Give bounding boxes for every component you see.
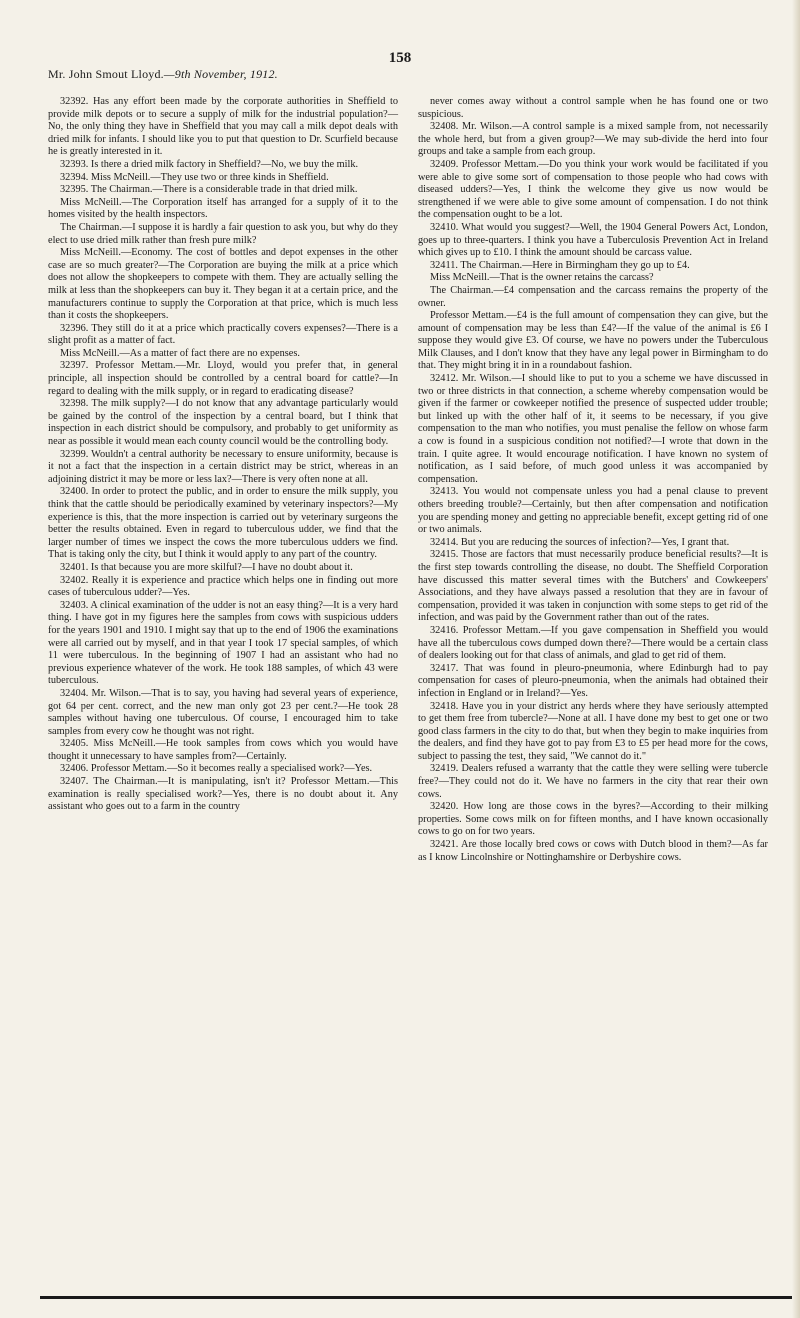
testimony-paragraph: 32399. Wouldn't a central authority be necessary to ensure uniformity, because is it not a fact that the inspection in a certain district may be strict, whereas in an adjoining district it may be more or less lax?—There is very often none at all.: [48, 448, 398, 485]
testimony-paragraph: 32400. In order to protect the public, and in order to ensure the milk supply, you think that the cattle should be periodically examined by veterinary inspectors?—My experience is this, that the more inspection is carried out by veterinary surgeons the better the results obtained. Even in regard to tuberculous udder, we find that the larger number of times we inspect the cows the more tuberculous udders we find. That is taking only the city, but I think it would apply to any part of the country.: [48, 486, 398, 561]
testimony-paragraph: 32411. The Chairman.—Here in Birmingham they go up to £4.: [430, 259, 690, 271]
testimony-paragraph: 32407. The Chairman.—It is manipulating, isn't it? Professor Mettam.—This examination is really specialised work?—Yes, there is no doubt about it. Any assistant who goes out to a farm in the country: [48, 776, 398, 813]
testimony-paragraph: Miss McNeill.—That is the owner retains the carcass?: [430, 272, 654, 284]
testimony-paragraph: 32396. They still do it at a price which practically covers expenses?—There is a slight profit as a matter of fact.: [48, 322, 398, 347]
testimony-paragraph: 32414. But you are reducing the sources of infection?—Yes, I grant that.: [430, 536, 730, 548]
testimony-paragraph: Miss McNeill.—As a matter of fact there are no expenses.: [60, 347, 300, 359]
testimony-paragraph: 32392. Has any effort been made by the corporate authorities in Sheffield to provide milk depots or to secure a supply of milk for the industrial population?—No, the only thing they have in Sheffield that you may call a milk depot deals with dried milk for infants. I should like you to put that question to Dr. Scurfield because he is greatly interested in it.: [48, 96, 398, 158]
testimony-paragraph: Miss McNeill.—The Corporation itself has arranged for a supply of it to the homes visited by the health inspectors.: [48, 196, 398, 221]
testimony-paragraph: 32410. What would you suggest?—Well, the 1904 General Powers Act, London, goes up to three-quarters. I think you have a Tuberculosis Prevention Act in Ireland which gives up to £10. I think the amount should be carcass value.: [418, 221, 768, 259]
right-column: [418, 96, 768, 864]
testimony-paragraph: Professor Mettam.—£4 is the full amount of compensation they can give, but the amount of compensation may be less than £4?—If the value of the animal is £6 I suppose they would give £3. Of course, we have no powers under the Tuberculous Milk Clauses, and I don't know that they have any legal power in Birmingham to do that. They might bring it in in a roundabout fashion.: [418, 310, 768, 372]
testimony-paragraph: 32421. Are those locally bred cows or cows with Dutch blood in them?—As far as I know Lincolnshire or Nottinghamshire or Derbyshire cows.: [418, 839, 768, 863]
testimony-paragraph: 32398. The milk supply?—I do not know that any advantage particularly would be gained by the control of the inspection by a central board, but I think that inspection in each district should be compulsory, and probably to get uniformity as near as possible it would mean each county council would be the controlling body.: [48, 398, 398, 448]
testimony-paragraph: 32416. Professor Mettam.—If you gave compensation in Sheffield you would have all the tuberculous cows dumped down there?—There would be a certain class of dealers looking out for that class of animals, and glad to get rid of them.: [418, 624, 768, 662]
page-number: 158: [388, 50, 412, 66]
testimony-paragraph: 32408. Mr. Wilson.—A control sample is a mixed sample from, not necessarily the whole herd, but from a given group?—We may sub-divide the herd into four groups and take a sample from each group.: [418, 121, 768, 158]
testimony-paragraph: The Chairman.—I suppose it is hardly a fair question to ask you, but why do they elect to use dried milk rather than fresh pure milk?: [48, 221, 398, 246]
testimony-paragraph: 32403. A clinical examination of the udder is not an easy thing?—It is a very hard thing. I have got in my figures here the samples from cows with suspicious udders for the years 1901 and 1910. I might say that up to the end of 1906 the examinations were all carried out by myself, and in that year I took 17 special samples, of which 11 were tuberculous. In the beginning of 1907 I had an assistant who had no previous experience whatever of the work. He took 188 samples, of which 43 were tuberculous.: [48, 599, 398, 687]
bottom-rule: [40, 1296, 800, 1299]
session-date: —9th November, 1912.: [163, 67, 278, 81]
testimony-paragraph: 32417. That was found in pleuro-pneumonia, where Edinburgh had to pay compensation for cases of pleuro-pneumonia, when the animals had obtained their infection in England or in Ireland?—Yes.: [418, 662, 768, 699]
testimony-paragraph: 32412. Mr. Wilson.—I should like to put to you a scheme we have discussed in two or three districts in that connection, a scheme whereby compensation would be given if the farmer or cowkeeper notified the presence of suspected udder trouble; but linked up with the other half of it, it seems to be necessary, if you give compensation to the man who notifies, you must penalise the fellow on whose farm a cow is found in a suspicious condition not notified?—I wrote that down in the train. I quite agree. It would encourage notification. I have known no system of notification, as I said before, of much good unless it was accompanied by compensation.: [418, 373, 768, 485]
witness-name: Mr. John Smout Lloyd.: [48, 67, 164, 81]
testimony-paragraph: 32420. How long are those cows in the byres?—According to their milking properties. Some cows milk on for fifteen months, and I have known occasionally cows to go on for two years.: [418, 801, 768, 838]
running-head: [48, 67, 278, 82]
left-column: [48, 96, 398, 814]
testimony-paragraph: 32402. Really it is experience and practice which helps one in finding out more cases of tuberculous udder?—Yes.: [48, 574, 398, 599]
testimony-paragraph: never comes away without a control sample when he has found one or two suspicious.: [418, 96, 768, 120]
testimony-paragraph: 32405. Miss McNeill.—He took samples from cows which you would have thought it unnecessary to have samples from?—Certainly.: [48, 738, 398, 762]
testimony-paragraph: 32415. Those are factors that must necessarily produce beneficial results?—It is the first step towards controlling the disease, no doubt. The Sheffield Corporation have discussed this matter several times with the Butchers' and Cowkeepers' Associations, and they have always passed a resolution that they are in favour of compensation, provided it was taken in conjunction with some steps to get rid of the infection, and was paid by the Government rather than out of the rates.: [418, 549, 768, 624]
testimony-paragraph: 32406. Professor Mettam.—So it becomes really a specialised work?—Yes.: [60, 763, 373, 775]
testimony-paragraph: 32419. Dealers refused a warranty that the cattle they were selling were tubercle free?—They could not do it. We have no farmers in the city that rear their own cows.: [418, 763, 768, 800]
page-edge-shadow: [792, 0, 800, 1318]
testimony-paragraph: 32393. Is there a dried milk factory in Sheffield?—No, we buy the milk.: [60, 158, 359, 170]
testimony-paragraph: 32395. The Chairman.—There is a considerable trade in that dried milk.: [60, 184, 358, 196]
testimony-paragraph: 32397. Professor Mettam.—Mr. Lloyd, would you prefer that, in general principle, all inspection should be controlled by a central board for cattle?—In regard to dealing with the milk supply, or in regard to eradicating disease?: [48, 360, 398, 397]
testimony-paragraph: 32404. Mr. Wilson.—That is to say, you having had several years of experience, got 64 per cent. correct, and the new man only got 23 per cent.?—He took 28 samples without having one tuberculous. Of course, I encouraged him to take samples from every cow he thought was not right.: [48, 687, 398, 737]
testimony-paragraph: 32413. You would not compensate unless you had a penal clause to prevent others breeding trouble?—Certainly, but then after compensation and notification you are spending money and getting no appreciable benefit, except getting rid of one or two animals.: [418, 486, 768, 536]
testimony-paragraph: Miss McNeill.—Economy. The cost of bottles and depot expenses in the other case are so much greater?—The Corporation are buying the milk at a price which does not allow the shopkeepers to compete with them. They are actually selling the milk at less than the shopkeepers can buy it. They began it at a certain price, and the manufacturers continue to supply the Corporation at that price, which is much less than it costs the shopkeepers.: [48, 247, 398, 322]
testimony-paragraph: 32409. Professor Mettam.—Do you think your work would be facilitated if you were able to give some sort of compensation to those people who had cows with diseased udders?—Yes, I think the welcome they give us now would be strengthened if we were able to give some amount of compensation. I do not think the compensation ought to be a lot.: [418, 158, 768, 221]
testimony-paragraph: 32394. Miss McNeill.—They use two or three kinds in Sheffield.: [60, 171, 329, 183]
testimony-paragraph: 32418. Have you in your district any herds where they have seriously attempted to get them free from tubercle?—None at all. I have done my best to get one or two good class farmers in the city to do that, but when they begin to make inquiries from the dealers, and find they have got to pay from £3 to £5 per head more for the cows, subject to passing the test, they said, "We cannot do it.": [418, 700, 768, 762]
testimony-paragraph: The Chairman.—£4 compensation and the carcass remains the property of the owner.: [418, 284, 768, 309]
testimony-paragraph: 32401. Is that because you are more skilful?—I have no doubt about it.: [60, 561, 353, 573]
